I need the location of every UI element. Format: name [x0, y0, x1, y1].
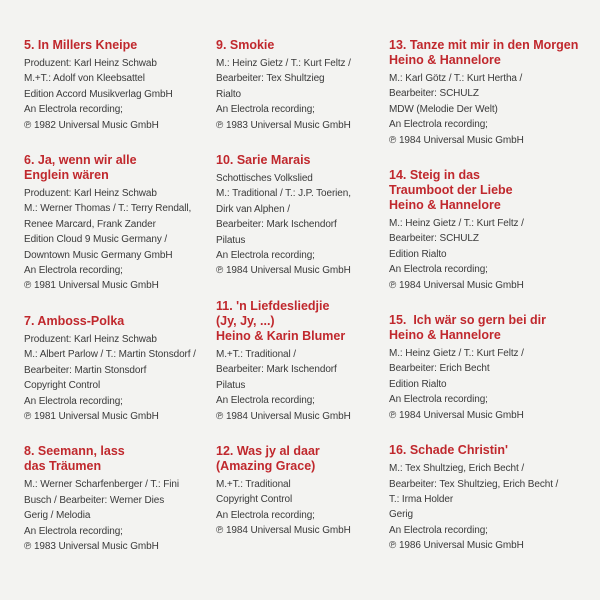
track-title: 7. Amboss-Polka: [24, 313, 125, 328]
credit-line: ℗ 1983 Universal Music GmbH: [24, 540, 159, 552]
track-title: 10. Sarie Marais: [216, 153, 311, 168]
credit-line: Produzent: Karl Heinz Schwab: [24, 333, 157, 345]
track-artist: Heino & Karin Blumer: [216, 328, 346, 343]
credit-line: M.: Albert Parlow / T.: Martin Stonsdorf /: [24, 349, 196, 361]
track-artist: Heino & Hannelore: [389, 53, 501, 67]
credit-line: M.+T.: Adolf von Kleebsattel: [24, 73, 145, 85]
credit-line: M.: Werner Scharfenberger / T.: Fini: [24, 479, 179, 491]
credit-line: Bearbeiter: SCHULZ: [389, 233, 479, 245]
credit-line: Bearbeiter: SCHULZ: [389, 88, 479, 100]
credit-line: M.+T.: Traditional: [216, 478, 291, 490]
credit-line: Renee Marcard, Frank Zander: [24, 218, 156, 230]
track-16: [389, 443, 594, 553]
credit-line: Rialto: [216, 88, 241, 100]
credit-line: An Electrola recording;: [389, 524, 488, 536]
track-9: [216, 38, 384, 133]
credit-line: M.: Heinz Gietz / T.: Kurt Feltz /: [216, 58, 351, 69]
credit-line: Bearbeiter: Tex Shultzieg, Erich Becht /: [389, 478, 559, 490]
credit-line: Edition Cloud 9 Music Germany /: [24, 234, 168, 246]
track-title: 15. Ich wär so gern bei dir: [389, 313, 546, 328]
credit-line: An Electrola recording;: [24, 525, 123, 537]
track-title: 8. Seemann, lass das Träumen: [24, 444, 125, 474]
credit-line: Schottisches Volkslied: [216, 173, 313, 185]
credit-line: Pilatus: [216, 234, 246, 246]
credit-line: M.: Tex Shultzieg, Erich Becht /: [389, 463, 525, 475]
credit-line: ℗ 1984 Universal Music GmbH: [389, 409, 524, 421]
credit-line: An Electrola recording;: [216, 395, 315, 407]
credit-line: An Electrola recording;: [216, 250, 315, 262]
track-11: [216, 299, 384, 424]
credit-line: Produzent: Karl Heinz Schwab: [24, 188, 157, 200]
credit-line: M.: Heinz Gietz / T.: Kurt Feltz /: [389, 218, 524, 230]
credit-line: ℗ 1984 Universal Music GmbH: [216, 525, 351, 537]
credit-line: Gerig: [389, 509, 413, 521]
track-title: 5. In Millers Kneipe: [24, 38, 138, 52]
track-title: 14. Steig in das Traumboot der Liebe: [389, 168, 513, 198]
credit-line: T.: Irma Holder: [389, 493, 454, 505]
credit-line: M.: Werner Thomas / T.: Terry Rendall,: [24, 203, 192, 215]
track-title: 9. Smokie: [216, 38, 275, 52]
credit-line: ℗ 1984 Universal Music GmbH: [216, 410, 351, 422]
credit-line: M.+T.: Traditional /: [216, 348, 296, 360]
credit-line: Busch / Bearbeiter: Werner Dies: [24, 494, 165, 506]
track-artist: Heino & Hannelore: [389, 198, 501, 213]
credit-line: An Electrola recording;: [24, 104, 123, 116]
credit-line: Bearbeiter: Erich Becht: [389, 363, 490, 375]
credit-line: Edition Rialto: [389, 378, 447, 390]
credit-line: An Electrola recording;: [389, 264, 488, 276]
credit-line: Dirk van Alphen /: [216, 203, 290, 215]
track-title: 12. Was jy al daar (Amazing Grace): [216, 443, 320, 473]
track-title: 13. Tanze mit mir in den Morgen: [389, 38, 579, 52]
credit-line: M.: Heinz Gietz / T.: Kurt Feltz /: [389, 348, 524, 360]
track-8: [24, 444, 209, 554]
track-title: 16. Schade Christin': [389, 443, 508, 458]
credit-line: Bearbeiter: Mark Ischendorf: [216, 364, 337, 376]
column-1: [24, 38, 209, 574]
credit-line: Pilatus: [216, 379, 246, 391]
credit-line: An Electrola recording;: [24, 395, 123, 407]
credit-line: ℗ 1981 Universal Music GmbH: [24, 410, 159, 422]
credit-line: M.: Karl Götz / T.: Kurt Hertha /: [389, 73, 523, 84]
credit-line: Produzent: Karl Heinz Schwab: [24, 58, 157, 69]
credit-line: ℗ 1984 Universal Music GmbH: [389, 279, 524, 291]
credit-line: Bearbeiter: Tex Shultzieg: [216, 73, 325, 85]
credit-line: Downtown Music Germany GmbH: [24, 249, 173, 261]
track-13: [389, 38, 594, 148]
track-14: [389, 168, 594, 293]
credit-line: An Electrola recording;: [216, 104, 315, 116]
column-2: [216, 38, 384, 559]
track-6: [24, 153, 209, 294]
credit-line: Gerig / Melodia: [24, 510, 91, 522]
credit-line: An Electrola recording;: [216, 509, 315, 521]
track-title: 11. 'n Liefdesliedjie (Jy, Jy, ...): [216, 298, 330, 328]
track-10: [216, 153, 384, 279]
credit-line: ℗ 1984 Universal Music GmbH: [216, 265, 351, 277]
credit-line: ℗ 1983 Universal Music GmbH: [216, 119, 351, 131]
column-3: [389, 38, 594, 574]
credit-line: Copyright Control: [216, 494, 293, 506]
track-15: [389, 313, 594, 423]
credit-line: ℗ 1982 Universal Music GmbH: [24, 119, 159, 131]
track-7: [24, 314, 209, 424]
track-5: [24, 38, 209, 133]
credit-line: Edition Rialto: [389, 248, 447, 260]
credit-line: An Electrola recording;: [24, 265, 123, 277]
credit-line: Copyright Control: [24, 380, 101, 392]
track-title: 6. Ja, wenn wir alle Englein wären: [24, 153, 137, 183]
track-artist: Heino & Hannelore: [389, 328, 501, 343]
credit-line: MDW (Melodie Der Welt): [389, 103, 498, 115]
credit-line: ℗ 1981 Universal Music GmbH: [24, 280, 159, 292]
credit-line: Bearbeiter: Martin Stonsdorf: [24, 364, 147, 376]
track-12: [216, 444, 384, 539]
credit-line: ℗ 1986 Universal Music GmbH: [389, 540, 524, 552]
credit-line: An Electrola recording;: [389, 119, 488, 131]
credit-line: Edition Accord Musikverlag GmbH: [24, 88, 173, 100]
credit-line: ℗ 1984 Universal Music GmbH: [389, 134, 524, 146]
credit-line: M.: Traditional / T.: J.P. Toerien,: [216, 188, 351, 200]
credit-line: Bearbeiter: Mark Ischendorf: [216, 219, 337, 231]
credit-line: An Electrola recording;: [389, 394, 488, 406]
